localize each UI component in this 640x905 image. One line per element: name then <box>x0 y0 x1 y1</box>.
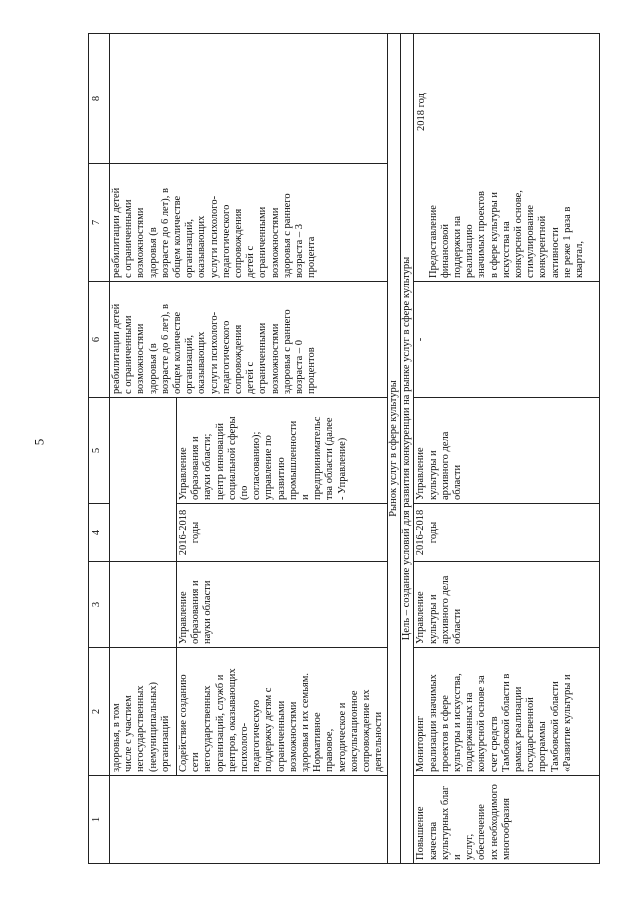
column-number-row <box>89 34 110 864</box>
rotated-page <box>88 34 586 864</box>
table-cell: Управление культуры и архивного дела области <box>414 562 600 648</box>
table-cell: Управление культуры и архивного дела области <box>414 398 600 504</box>
column-number: 6 <box>89 282 110 398</box>
column-number: 2 <box>89 648 110 776</box>
table-row-continuation <box>110 34 177 864</box>
section-title: Рынок услуг в сфере культуры <box>388 34 401 864</box>
table-cell: - <box>414 282 600 398</box>
column-number: 8 <box>89 34 110 164</box>
table-cell <box>110 34 388 164</box>
table-cell: Содействие созданию сети негосударственных организаций, служб и центров, оказывающих психолого- педагогическую поддержку детям с ограниченными возможностями здоровья и их семьям. Нормативное правовое, методическое и консультационное сопровождение их деятельности <box>177 648 388 776</box>
measures-table <box>88 33 600 864</box>
column-number: 5 <box>89 398 110 504</box>
column-number: 1 <box>89 776 110 864</box>
table-cell <box>110 776 388 864</box>
table-cell <box>414 34 600 282</box>
cell-text-year: 2018 год <box>416 93 428 131</box>
table-cell: Мониторинг реализации значимых проектов в сфере культуры и искусства, поддержанных на конкурсной основе за счет средств Тамбовской области в рамках реализации государственной программы Тамбовской области «Развитие культуры и <box>414 648 600 776</box>
section-goal-row <box>401 34 414 864</box>
column-number: 7 <box>89 164 110 282</box>
table-cell <box>110 398 177 562</box>
table-cell: 2016-2018 годы <box>414 504 600 562</box>
rotated-table-wrapper <box>88 34 586 864</box>
column-number: 3 <box>89 562 110 648</box>
table-cell: реабилитации детей с ограниченными возможностями здоровья (в возрасте до 6 лет), в общем количестве организаций, оказывающих услуги психолого- педагогического сопровождения детей с ограниченными возможностями здоровья с раннего возраста – 3 процента <box>110 164 388 282</box>
table-cell: здоровья, в том числе с участием негосударственных (немуниципальных) организаций <box>110 648 177 776</box>
section-goal: Цель – создание условий для развития конкуренции на рынке услуг в сфере культуры <box>401 34 414 864</box>
table-cell: Повышение качества культурных благ и услуг, обеспечение их необходимого многообразия <box>414 776 600 864</box>
table-cell: Управление образования и науки области; центр инноваций социальной сферы (по согласованию); управление по развитию промышленности и предпринимательс тва области (далее - Управление) <box>177 398 388 504</box>
page-number: 5 <box>31 438 47 446</box>
table-row-culture <box>414 34 600 864</box>
section-title-row <box>388 34 401 864</box>
table-cell: Управление образования и науки области <box>177 562 388 648</box>
cell-text: Предоставление финансовой поддержки на реализацию значимых проектов в сфере культуры и искусства на конкурсной основе, стимулирование конкурентной активности не реже 1 раза в квартал, <box>427 190 586 278</box>
table-cell: 2016-2018 годы <box>177 504 388 562</box>
column-number: 4 <box>89 504 110 562</box>
table-cell <box>110 562 177 648</box>
table-cell: реабилитации детей с ограниченными возможностями здоровья (в возрасте до 6 лет), в общем количестве организаций, оказывающих услуги психолого- педагогического сопровождения детей с ограниченными возможностями здоровья с раннего возраста – 0 процентов <box>110 282 388 398</box>
